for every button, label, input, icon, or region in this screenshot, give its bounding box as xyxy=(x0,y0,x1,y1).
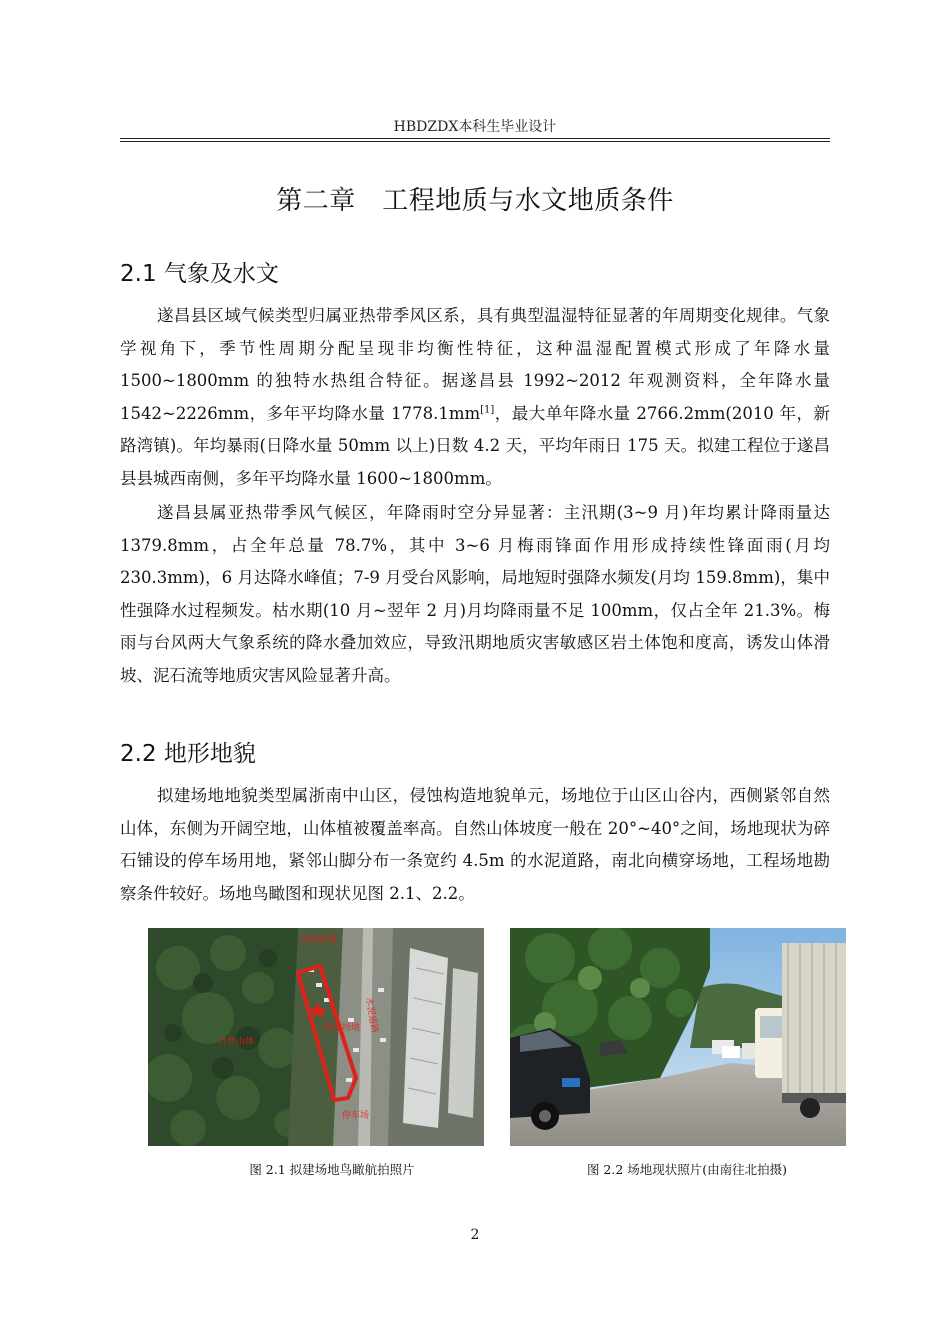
aerial-label-site-boundary: 场地范围 xyxy=(301,935,338,945)
aerial-label-mountain: 自然山体 xyxy=(218,1037,255,1047)
paragraph-climate-text-cont: ，最大单年降水量 2766.2mm(2010 年，新路湾镇)。年均暴雨(日降水量 50mm 以上)日数 4.2 天，平均年雨日 175 天。拟建工程位于遂昌县县城西南侧，多年平均降水量 1600~1800mm。 xyxy=(120,403,830,488)
section-heading-2-1: 2.1 气象及水文 xyxy=(120,261,279,287)
running-header: HBDZDX本科生毕业设计 xyxy=(393,119,557,135)
paragraph-rainfall: 遂昌县属亚热带季风气候区，年降雨时空分异显著：主汛期(3~9 月)年均累计降雨量达 1379.8mm，占全年总量 78.7%，其中 3~6 月梅雨锋面作用形成持续性锋面雨(月均 230.3mm)，6 月达降水峰值；7-9 月受台风影响，局地短时强降水频发(月均 159.8mm)，集中性强降水过程频发。枯水期(10 月~翌年 2 月)月均降雨量不足 100mm，仅占全年 21.3%。梅雨与台风两大气象系统的降水叠加效应，导致汛期地质灾害敏感区岩土体饱和度高，诱发山体滑坡、泥石流等地质灾害风险显著升高。 xyxy=(120,503,830,685)
figure-caption-2-1: 图 2.1 拟建场地鸟瞰航拍照片 xyxy=(249,1162,415,1177)
paragraph-climate xyxy=(120,300,830,495)
aerial-photo xyxy=(148,928,484,1146)
header-rule xyxy=(120,138,830,142)
citation-ref[interactable]: [1] xyxy=(480,404,495,415)
aerial-label-proposed-site: 拟建场地 xyxy=(324,1023,361,1033)
page-number: 2 xyxy=(470,1227,480,1243)
paragraph-terrain: 拟建场地地貌类型属浙南中山区，侵蚀构造地貌单元，场地位于山区山谷内，西侧紧邻自然山体，东侧为开阔空地，山体植被覆盖率高。自然山体坡度一般在 20°~40°之间，场地现状为碎石铺设的停车场用地，紧邻山脚分布一条宽约 4.5m 的水泥道路，南北向横穿场地，工程场地勘察条件较好。场地鸟瞰图和现状见图 2.1、2.2。 xyxy=(120,786,830,903)
section-heading-2-2: 2.2 地形地貌 xyxy=(120,741,256,767)
paragraph-climate-text: 遂昌县区域气候类型归属亚热带季风区系，具有典型温湿特征显著的年周期变化规律。气象学视角下，季节性周期分配呈现非均衡性特征，这种温湿配置模式形成了年降水量 1500~1800mm 的独特水热组合特征。据遂昌县 1992~2012 年观测资料，全年降水量 1542~2226mm，多年平均降水量 1778.1mm xyxy=(120,306,830,423)
aerial-label-road: 水泥道路 xyxy=(363,996,380,1034)
figure-caption-2-2: 图 2.2 场地现状照片(由南往北拍摄) xyxy=(586,1162,788,1177)
chapter-title: 第二章 工程地质与水文地质条件 xyxy=(276,186,674,216)
site-photo xyxy=(510,928,846,1146)
aerial-label-parking: 停车场 xyxy=(342,1111,370,1121)
